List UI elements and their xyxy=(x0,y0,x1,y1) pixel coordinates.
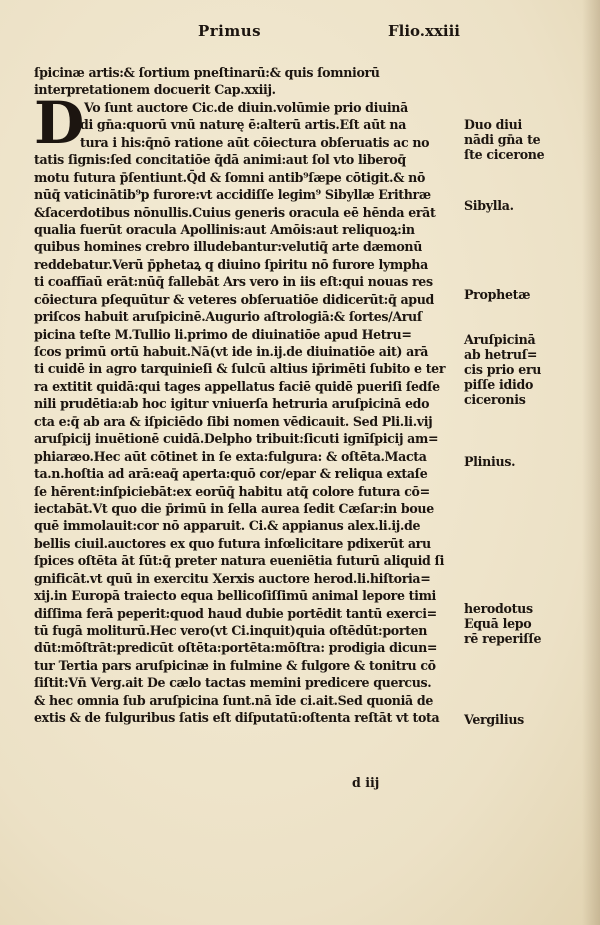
text-line: aruſpicij inuētionē cuidā.Delpho tribuit:ſicuti ignīſpicij am= xyxy=(34,431,439,447)
margin-note-line: nādi gn̄a te xyxy=(464,132,541,147)
text-line: quē immolauit:cor nō apparuit. Ci.& appianus alex.li.ij.de xyxy=(34,518,421,534)
margin-note-line: Prophetæ xyxy=(464,287,531,302)
text-line: ſe hērent:inſpiciebāt:ex eorūq̄ habitu atq̄ colore futura cō= xyxy=(34,483,430,499)
margin-note-line: Aruſpicinā xyxy=(464,332,536,347)
margin-note-line: ab hetruſ= xyxy=(464,347,538,362)
note-vergilius xyxy=(464,712,594,727)
text-line: ſiſtit:Vn̄ Verg.ait De cælo tactas memini predicere quercus. xyxy=(34,675,432,691)
main-text-column xyxy=(34,64,460,727)
text-line: Vo ſunt auctore Cic.de diuin.volūmie prio diuinā xyxy=(84,99,408,115)
text-line: iectabāt.Vt quo die p̄rimū in ſella aurea ſedit Cæſar:in boue xyxy=(34,500,434,516)
text-line: ſcos primū ortū habuit.Nā(vt ide in.ij.de diuinatiōe ait) arā xyxy=(34,344,429,359)
margin-note-line: cis prio eru xyxy=(464,362,542,377)
signature-mark: d iij xyxy=(352,775,380,790)
text-line: di gn̄a:quorū vnū naturę ē:alterū artis.Eſt aūt na xyxy=(80,117,407,133)
note-prophetae xyxy=(464,287,594,302)
text-line: interpretationem docuerit Cap.xxiij. xyxy=(34,82,276,98)
margin-note-line: herodotus xyxy=(464,601,533,616)
note-herodotus xyxy=(464,601,594,646)
text-line: diſſima ferā peperit:quod haud dubie portēdit tantū exerci= xyxy=(34,605,437,621)
text-line: bellis ciuil.auctores ex quo futura infœlicitare pdixerūt aru xyxy=(34,535,431,551)
text-line: priſcos habuit aruſpicinē.Augurio aſtrologiā:& ſortes/Aruſ xyxy=(34,309,422,325)
text-line: ra extitit quidā:qui tages appellatus faciē quidē pueriſi ſedſe xyxy=(34,378,440,394)
text-line: tū fugā moliturū.Hec vero(vt Ci.inquit)quia oſtēdūt:porten xyxy=(34,623,428,638)
text-line: picina teſte M.Tullio li.primo de diuinatiōe apud Hetru= xyxy=(34,326,412,342)
text-line: & hec omnia ſub aruſpicina ſunt.nā īde ci.ait.Sed quoniā de xyxy=(34,692,433,708)
text-line: tur Tertia pars aruſpicinæ in fulmine & fulgore & tonitru cō xyxy=(34,657,436,673)
text-line: ſpicinæ artis:& ſortium pneſtinarū:& quis ſomniorū xyxy=(34,65,380,80)
text-line: quibus homines crebro illudebantur:velutiq̄ arte dæmonū xyxy=(34,239,423,255)
text-line: ti cuidē in agro tarquinieſi & ſulcū altius ip̄rimēti ſubito e ter xyxy=(34,361,446,377)
text-line: qualia fuerūt oracula Apollinis:aut Amōis:aut reliquoꝝ:in xyxy=(34,221,415,237)
margin-note-line: Equā lepo xyxy=(464,616,532,631)
text-line: ti coaffīaū erāt:nūq̄ fallebāt Ars vero in iis eſt:qui nouas res xyxy=(34,274,433,290)
margin-note-line: Duo diui xyxy=(464,117,522,132)
note-duo xyxy=(464,117,594,162)
text-line: ſpices oſtēta āt ſūt:q̄ preter natura eueniētia futurū aliquid ſi xyxy=(34,553,445,569)
text-line: reddebatur.Verū p̄phetaꝝ q diuino ſpiritu nō furore lympha xyxy=(34,256,428,272)
note-aruspicina xyxy=(464,332,594,407)
text-line: nili prudētia:ab hoc igitur vniuerſa hetruria aruſpicinā edo xyxy=(34,396,430,412)
text-line: nūq̄ vaticinātib⁹p furore:vt accidiſſe legim⁹ Sibyllæ Erithræ xyxy=(34,187,431,203)
margin-note-line: Sibylla. xyxy=(464,198,514,213)
folio-number: Flio.xxiii xyxy=(388,22,460,40)
margin-note-line: Vergilius xyxy=(464,712,524,727)
text-line: extis & de fulguribus ſatis eſt diſputatū:oſtenta reſtāt vt tota xyxy=(34,710,440,726)
text-line: ta.n.hoſtia ad arā:eaq̄ aperta:quō cor/epar & reliqua extaſe xyxy=(34,466,428,482)
margin-note-line: ſte cicerone xyxy=(464,147,545,162)
text-line: &ſacerdotibus nōnullis.Cuius generis oracula eē hēnda erāt xyxy=(34,204,436,220)
page-edge-shadow xyxy=(582,0,600,925)
text-line: tatis ſignis:ſed concitatiōe q̄dā animi:aut ſol vto liberoq̄ xyxy=(34,152,406,168)
text-line: cta e:q̄ ab ara & iſpiciēdo ſibi nomen vēdicauit. Sed Pli.li.vij xyxy=(34,413,433,429)
text-line: dūt:mōſtrāt:predicūt oſtēta:portēta:mōſtra: prodigia dicun= xyxy=(34,640,438,656)
note-plinius xyxy=(464,454,594,469)
running-head: Primus xyxy=(198,22,262,40)
margin-note-line: rē reperiſſe xyxy=(464,631,542,646)
text-line: tura i his:q̄nō ratione aūt cōiectura obſeruatis ac no xyxy=(80,134,430,150)
margin-note-line: piſſe idido xyxy=(464,377,534,392)
text-line: cōiectura pſequūtur & veteres obſeruatiōe didicerūt:q̄ apud xyxy=(34,291,434,307)
text-line: xij.in Europā traiecto equa bellicoſiſſimū animal lepore timi xyxy=(34,588,436,604)
text-line: gnificāt.vt quū in exercitu Xerxis auctore herod.li.hiſtoria= xyxy=(34,570,431,586)
text-line: phiaræo.Hec aūt cōtinet in ſe exta:fulgura: & oſtēta.Macta xyxy=(34,448,427,464)
margin-note-line: Plinius. xyxy=(464,454,516,469)
margin-note-line: ciceronis xyxy=(464,392,526,407)
note-sibylla xyxy=(464,198,594,213)
text-line: motu futura p̄ſentiunt.Q̄d & ſomni antib⁹ſæpe cōtigit.& nō xyxy=(34,169,426,185)
initial-capital: D xyxy=(34,89,85,157)
